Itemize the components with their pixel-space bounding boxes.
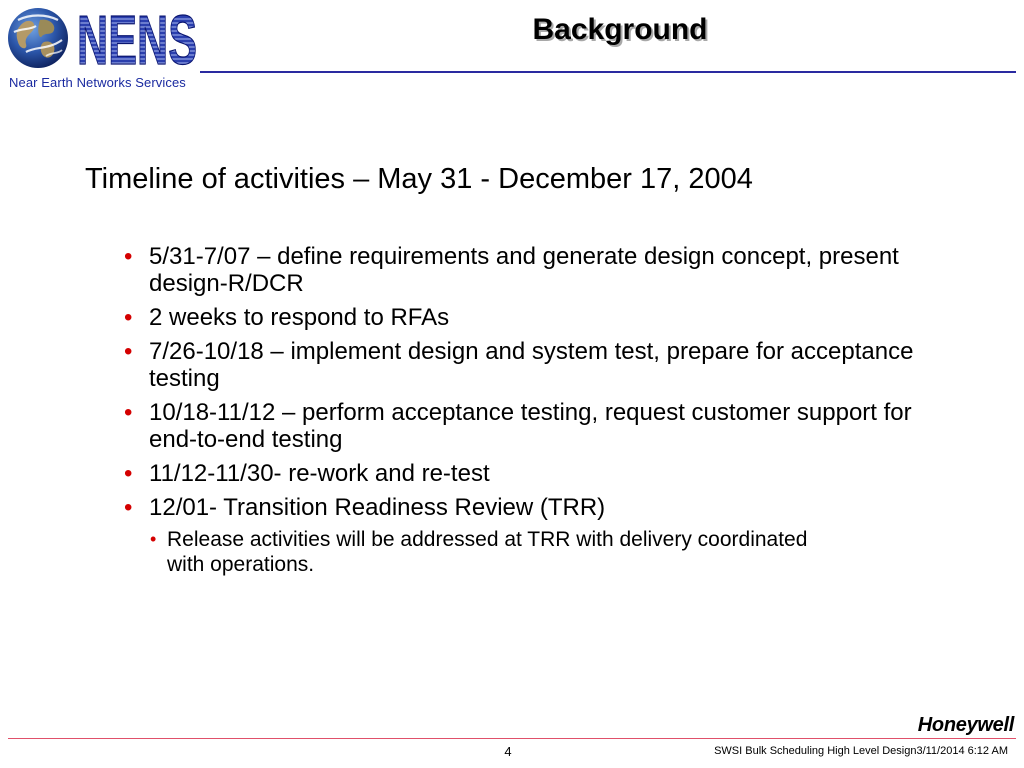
slide-title: Background	[532, 13, 708, 46]
header-divider	[200, 71, 1016, 73]
bullet-text: 2 weeks to respond to RFAs	[149, 304, 450, 331]
footer-divider	[8, 738, 1016, 739]
round-bullet-icon: •	[124, 460, 133, 487]
sub-bullet-text: Release activities will be addressed at TRR with delivery coordinated with operations.	[167, 528, 808, 576]
honeywell-logo: Honeywell	[917, 714, 1014, 736]
timeline-subheading: Timeline of activities – May 31 - December 17, 2004	[85, 163, 753, 195]
round-bullet-icon: •	[124, 494, 133, 521]
logo-tagline: Near Earth Networks Services	[9, 75, 186, 90]
bullet-item	[122, 494, 942, 577]
round-bullet-icon: •	[124, 304, 133, 331]
sub-bullet-item	[149, 527, 827, 577]
bullet-item	[122, 243, 942, 297]
bullet-text: 7/26-10/18 – implement design and system test, prepare for acceptance testing	[149, 338, 914, 392]
bullet-text: 5/31-7/07 – define requirements and generate design concept, present design-R/DCR	[149, 243, 899, 297]
earth-globe-icon	[6, 6, 70, 70]
round-bullet-icon: •	[124, 243, 133, 270]
round-bullet-icon: •	[124, 399, 133, 426]
bullet-item	[122, 399, 942, 453]
bullet-text: 12/01- Transition Readiness Review (TRR)	[149, 494, 606, 521]
bullet-text: 11/12-11/30- re-work and re-test	[149, 460, 490, 487]
bullet-item	[122, 460, 942, 487]
sub-bullet-list	[149, 527, 942, 577]
footer-document-info: SWSI Bulk Scheduling High Level Design3/11/2014 6:12 AM	[714, 745, 1008, 757]
page-number: 4	[504, 744, 512, 759]
round-bullet-icon: •	[124, 338, 133, 365]
timeline-bullet-list	[122, 243, 942, 584]
bullet-text: 10/18-11/12 – perform acceptance testing, request customer support for end-to-end testing	[149, 399, 912, 453]
nens-logo	[74, 1, 200, 79]
bullet-item	[122, 304, 942, 331]
nens-logo-text: NENS	[77, 1, 197, 79]
bullet-item	[122, 338, 942, 392]
round-bullet-icon: •	[150, 529, 157, 549]
